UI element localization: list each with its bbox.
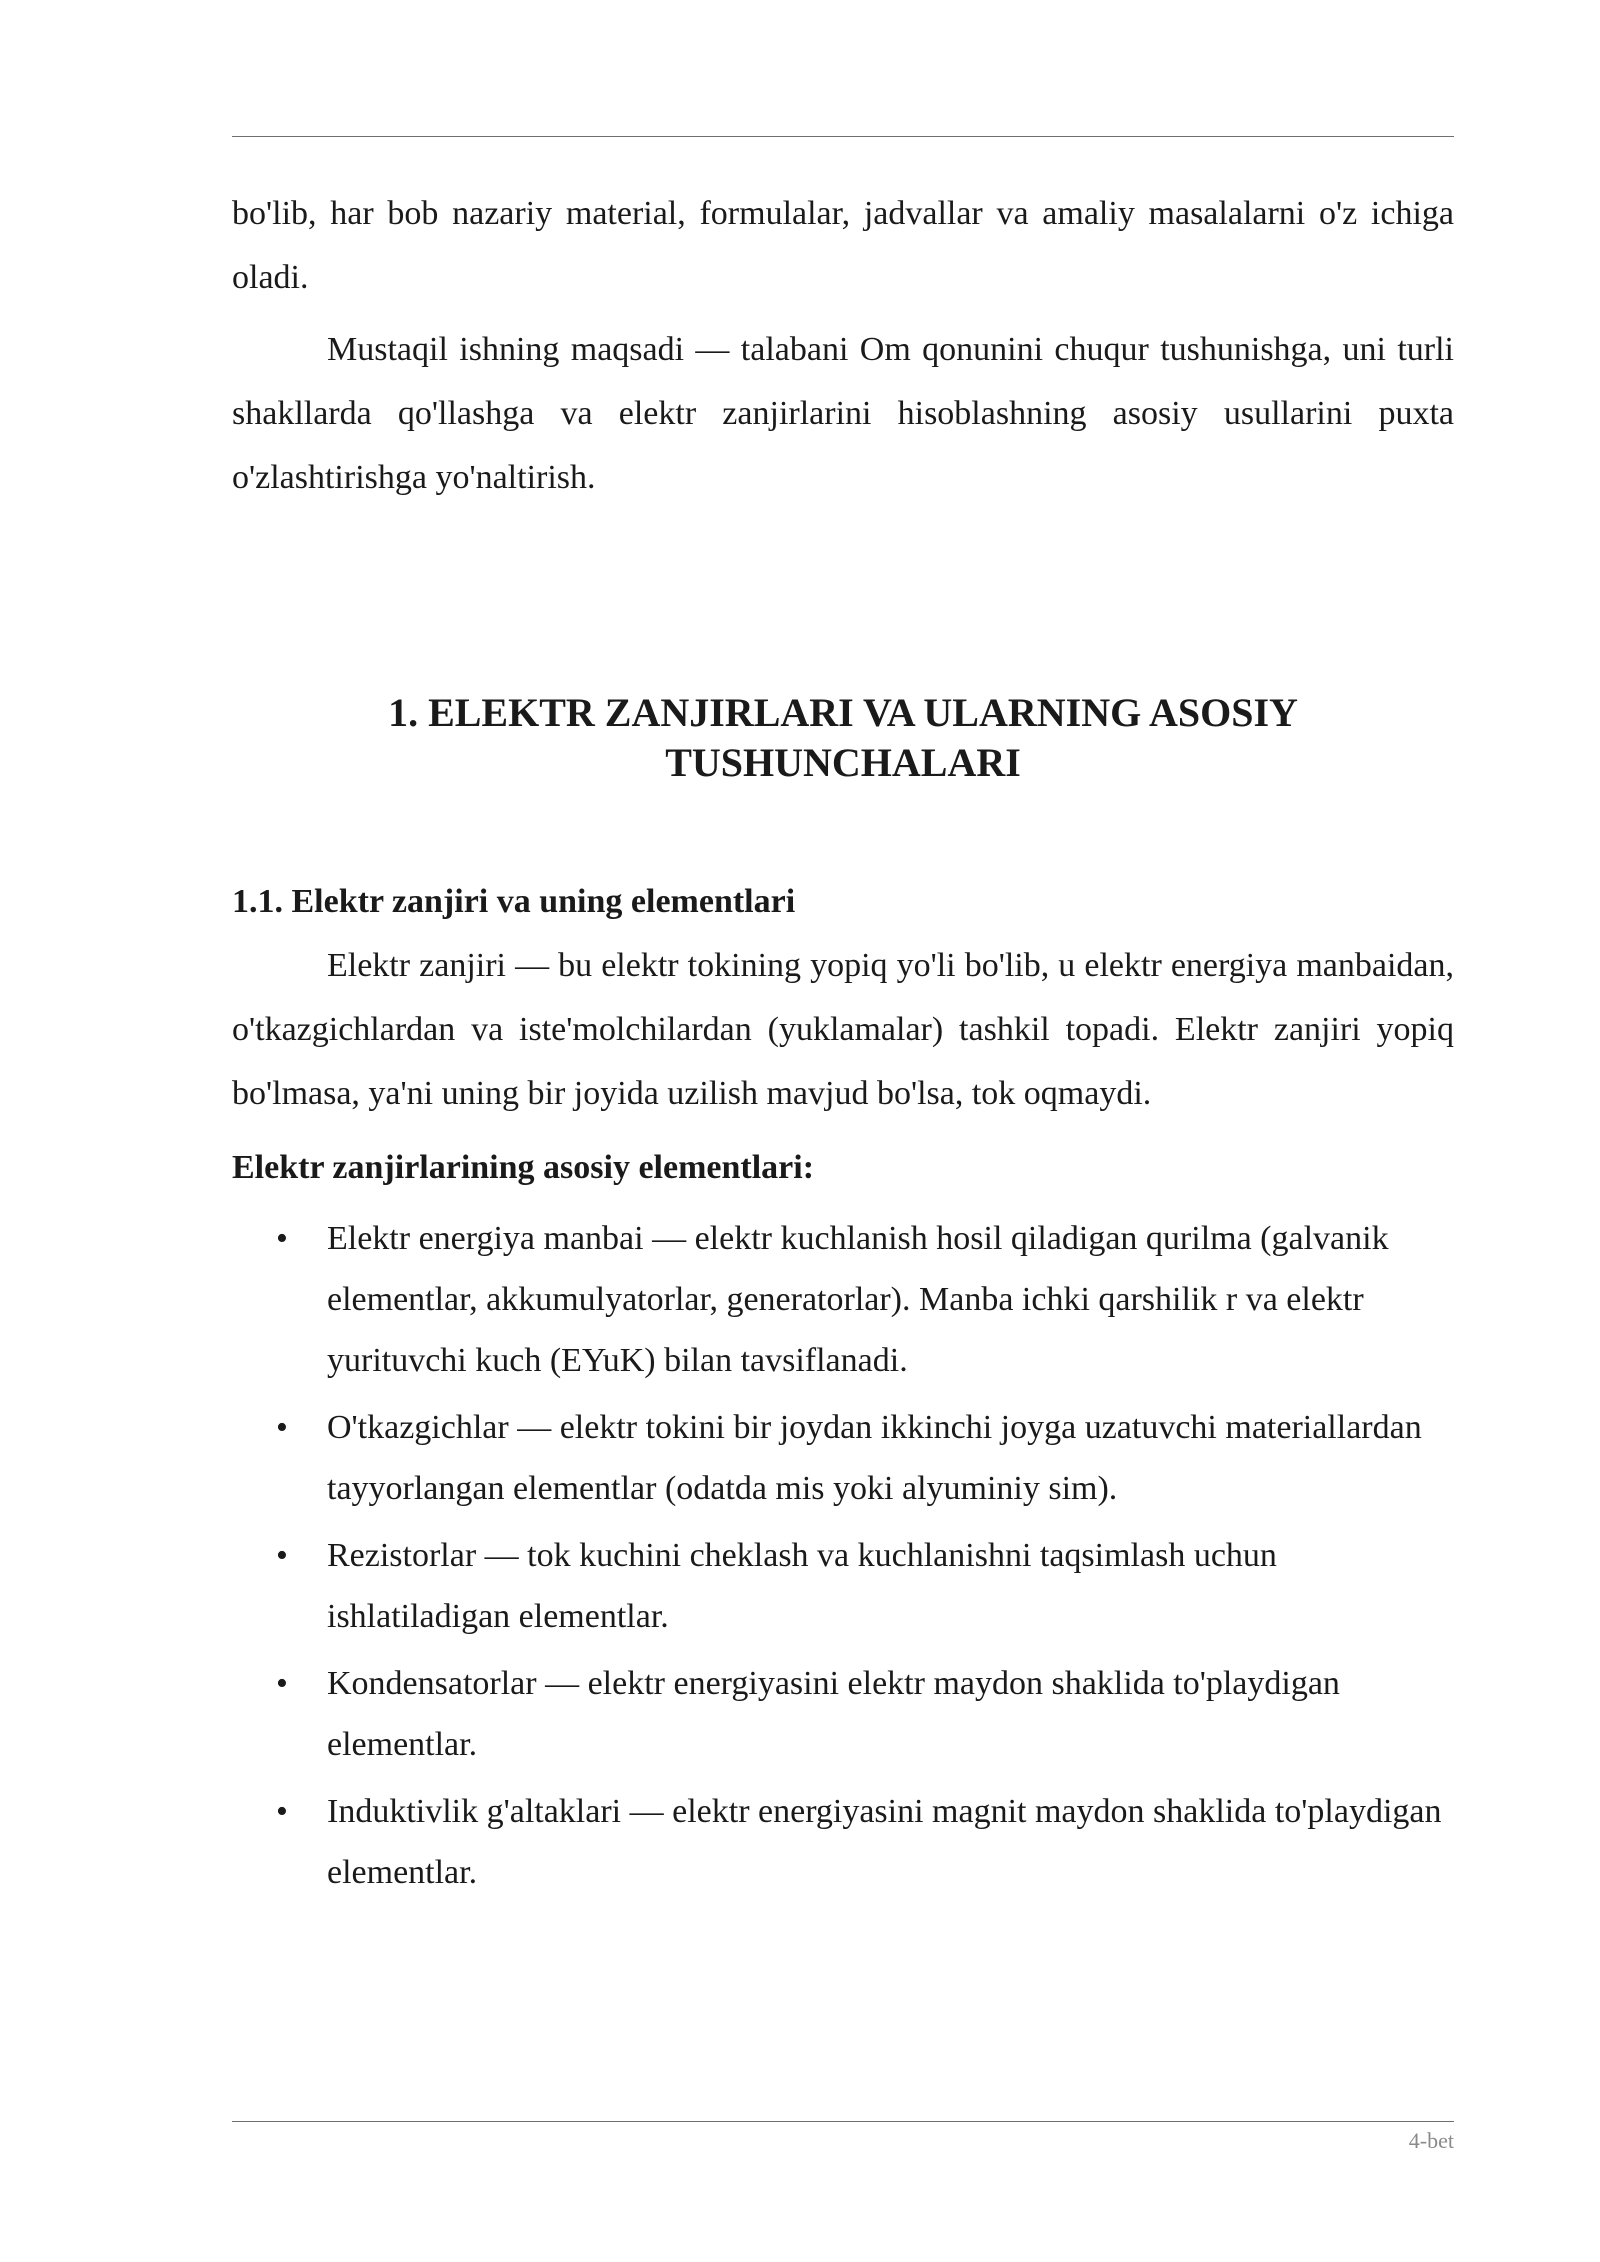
bullet-icon: • [276, 1537, 288, 1574]
goal-paragraph: Mustaqil ishning maqsadi — talabani Om qonunini chuqur tushunishga, uni turli shakllarda qo'llashga va elektr zanjirlarini hisoblashning asosiy usullarini puxta o'zlashtirishga yo'naltirish. [232, 331, 1454, 496]
list-item-text: Rezistorlar — tok kuchini cheklash va kuchlanishni taqsimlash uchun ishlatiladigan elementlar. [327, 1537, 1277, 1635]
bullet-icon: • [276, 1220, 288, 1257]
page-number: 4-bet [1408, 2128, 1454, 2153]
list-item [232, 1781, 1454, 1903]
definition-paragraph: Elektr zanjiri — bu elektr tokining yopiq yo'li bo'lib, u elektr energiya manbaidan, o'tkazgichlardan va iste'molchilardan (yuklamalar) tashkil topadi. Elektr zanjiri yopiq bo'lmasa, ya'ni uning bir joyida uzilish mavjud bo'lsa, tok oqmaydi. [232, 947, 1454, 1112]
list-item [232, 1397, 1454, 1519]
bullet-icon: • [276, 1793, 288, 1830]
footer-rule [232, 2121, 1454, 2122]
list-item-text: Induktivlik g'altaklari — elektr energiyasini magnit maydon shaklida to'playdigan elementlar. [327, 1793, 1442, 1891]
elements-list [232, 1208, 1454, 1903]
bullet-icon: • [276, 1665, 288, 1702]
chapter-title-line1: ELEKTR ZANJIRLARI VA ULARNING ASOSIY [428, 690, 1298, 735]
list-item-text: Kondensatorlar — elektr energiyasini elektr maydon shaklida to'playdigan elementlar. [327, 1665, 1340, 1763]
page-content [232, 182, 1454, 1909]
chapter-title-line2: TUSHUNCHALARI [665, 740, 1021, 785]
list-item-text: Elektr energiya manbai — elektr kuchlanish hosil qiladigan qurilma (galvanik elementlar, akkumulyatorlar, generatorlar). Manba ichki qarshilik r va elektr yurituvchi kuch (EYuK) bilan tavsiflanadi. [327, 1220, 1389, 1379]
chapter-title [232, 688, 1454, 788]
list-item-text: O'tkazgichlar — elektr tokini bir joydan ikkinchi joyga uzatuvchi materiallardan tayyorlangan elementlar (odatda mis yoki alyuminiy sim). [327, 1409, 1422, 1507]
header-rule [232, 136, 1454, 137]
chapter-number: 1. [388, 690, 419, 735]
list-item [232, 1525, 1454, 1647]
list-item [232, 1208, 1454, 1391]
list-item [232, 1653, 1454, 1775]
elements-list-heading: Elektr zanjirlarining asosiy elementlari: [232, 1149, 815, 1186]
bullet-icon: • [276, 1409, 288, 1446]
section-heading: 1.1. Elektr zanjiri va uning elementlari [232, 883, 796, 920]
intro-continued-paragraph: bo'lib, har bob nazariy material, formulalar, jadvallar va amaliy masalalarni o'z ichiga oladi. [232, 195, 1454, 296]
